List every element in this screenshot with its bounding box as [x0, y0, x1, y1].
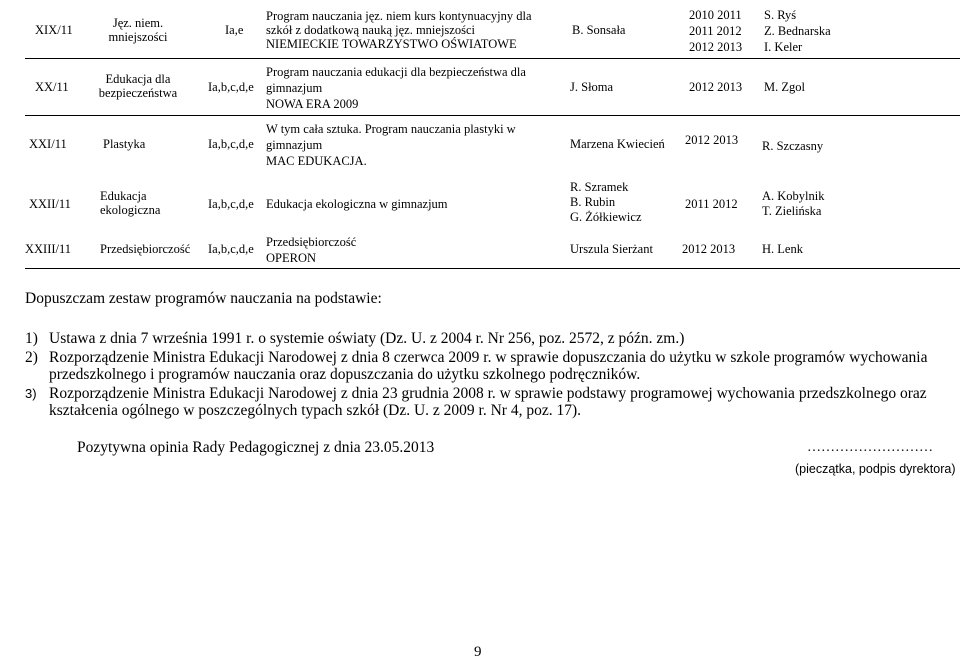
author-cell: Urszula Sierżant: [570, 242, 653, 256]
program-cell: Program nauczania jęz. niem kurs kontynuacyjny dla szkół z dodatkową nauką jęz. mniejszości NIEMIECKIE TOWARZYSTWO OŚWIATOWE: [266, 9, 532, 51]
teachers-cell: S. Ryś Z. Bednarska I. Keler: [764, 8, 831, 54]
program-number: XIX/11: [35, 23, 73, 37]
subject-cell: Edukacja ekologiczna: [100, 189, 161, 217]
program-number: XXI/11: [29, 137, 67, 151]
programs-table: [25, 0, 960, 269]
legal-item-text: Rozporządzenie Ministra Edukacji Narodowej z dnia 23 grudnia 2008 r. w sprawie podstawy programowej wychowania przedszkolnego oraz: [49, 385, 927, 402]
teachers-cell: A. Kobylnik T. Zielińska: [762, 189, 825, 218]
row-divider: [25, 58, 960, 59]
row-divider: [25, 115, 960, 116]
legal-item-text: Rozporządzenie Ministra Edukacji Narodowej z dnia 8 czerwca 2009 r. w sprawie dopuszczania do użytku w szkole programów wychowania: [49, 349, 928, 366]
classes-cell: Ia,e: [225, 23, 244, 37]
council-opinion: Pozytywna opinia Rady Pedagogicznej z dnia 23.05.2013: [77, 439, 435, 456]
subject-cell: Jęz. niem. mniejszości: [108, 16, 168, 44]
legal-item-number: 1): [25, 330, 38, 347]
program-cell: Edukacja ekologiczna w gimnazjum: [266, 197, 448, 211]
teachers-cell: R. Szczasny: [762, 139, 824, 153]
classes-cell: Ia,b,c,d,e: [208, 137, 254, 151]
years-cell: 2012 2013: [689, 80, 743, 94]
intro-text: Dopuszczam zestaw programów nauczania na podstawie:: [25, 290, 382, 307]
signature-label: (pieczątka, podpis dyrektora): [795, 462, 956, 476]
program-number: XXII/11: [29, 197, 71, 211]
author-cell: R. Szramek B. Rubin G. Żółkiewicz: [570, 180, 642, 224]
subject-cell: Edukacja dla bezpieczeństwa: [98, 72, 178, 100]
subject-cell: Plastyka: [103, 137, 146, 151]
legal-item-number: 3): [25, 386, 37, 401]
legal-item-number: 2): [25, 349, 38, 366]
legal-item-text: Ustawa z dnia 7 września 1991 r. o systemie oświaty (Dz. U. z 2004 r. Nr 256, poz. 2572, z późn. zm.): [49, 330, 685, 347]
classes-cell: Ia,b,c,d,e: [208, 242, 254, 256]
years-cell: 2012 2013: [682, 242, 736, 256]
legal-item-text: kształcenia ogólnego w poszczególnych typach szkół (Dz. U. z 2009 r. Nr 4, poz. 17).: [49, 402, 582, 419]
teachers-cell: H. Lenk: [762, 242, 803, 256]
program-number: XXIII/11: [25, 242, 72, 256]
author-cell: Marzena Kwiecień: [570, 137, 665, 151]
author-cell: J. Słoma: [570, 80, 614, 94]
classes-cell: Ia,b,c,d,e: [208, 197, 254, 211]
years-cell: 2012 2013: [685, 133, 739, 147]
signature-line: ………………………: [807, 440, 933, 455]
program-cell: Przedsiębiorczość OPERON: [266, 235, 357, 265]
program-cell: W tym cała sztuka. Program nauczania plastyki w gimnazjum MAC EDUKACJA.: [266, 122, 516, 168]
classes-cell: Ia,b,c,d,e: [208, 80, 254, 94]
years-cell: 2011 2012: [685, 197, 738, 211]
teachers-cell: M. Zgol: [764, 80, 805, 94]
author-cell: B. Sonsała: [572, 23, 626, 37]
program-cell: Program nauczania edukacji dla bezpieczeństwa dla gimnazjum NOWA ERA 2009: [266, 65, 526, 111]
row-divider: [25, 268, 960, 269]
legal-item-text: przedszkolnego i programów nauczania oraz dopuszczania do użytku szkolnego podręczników.: [49, 366, 641, 383]
program-number: XX/11: [35, 80, 69, 94]
years-cell: 2010 2011 2011 2012 2012 2013: [689, 8, 743, 54]
subject-cell: Przedsiębiorczość: [100, 242, 191, 256]
page-number: 9: [474, 644, 482, 660]
